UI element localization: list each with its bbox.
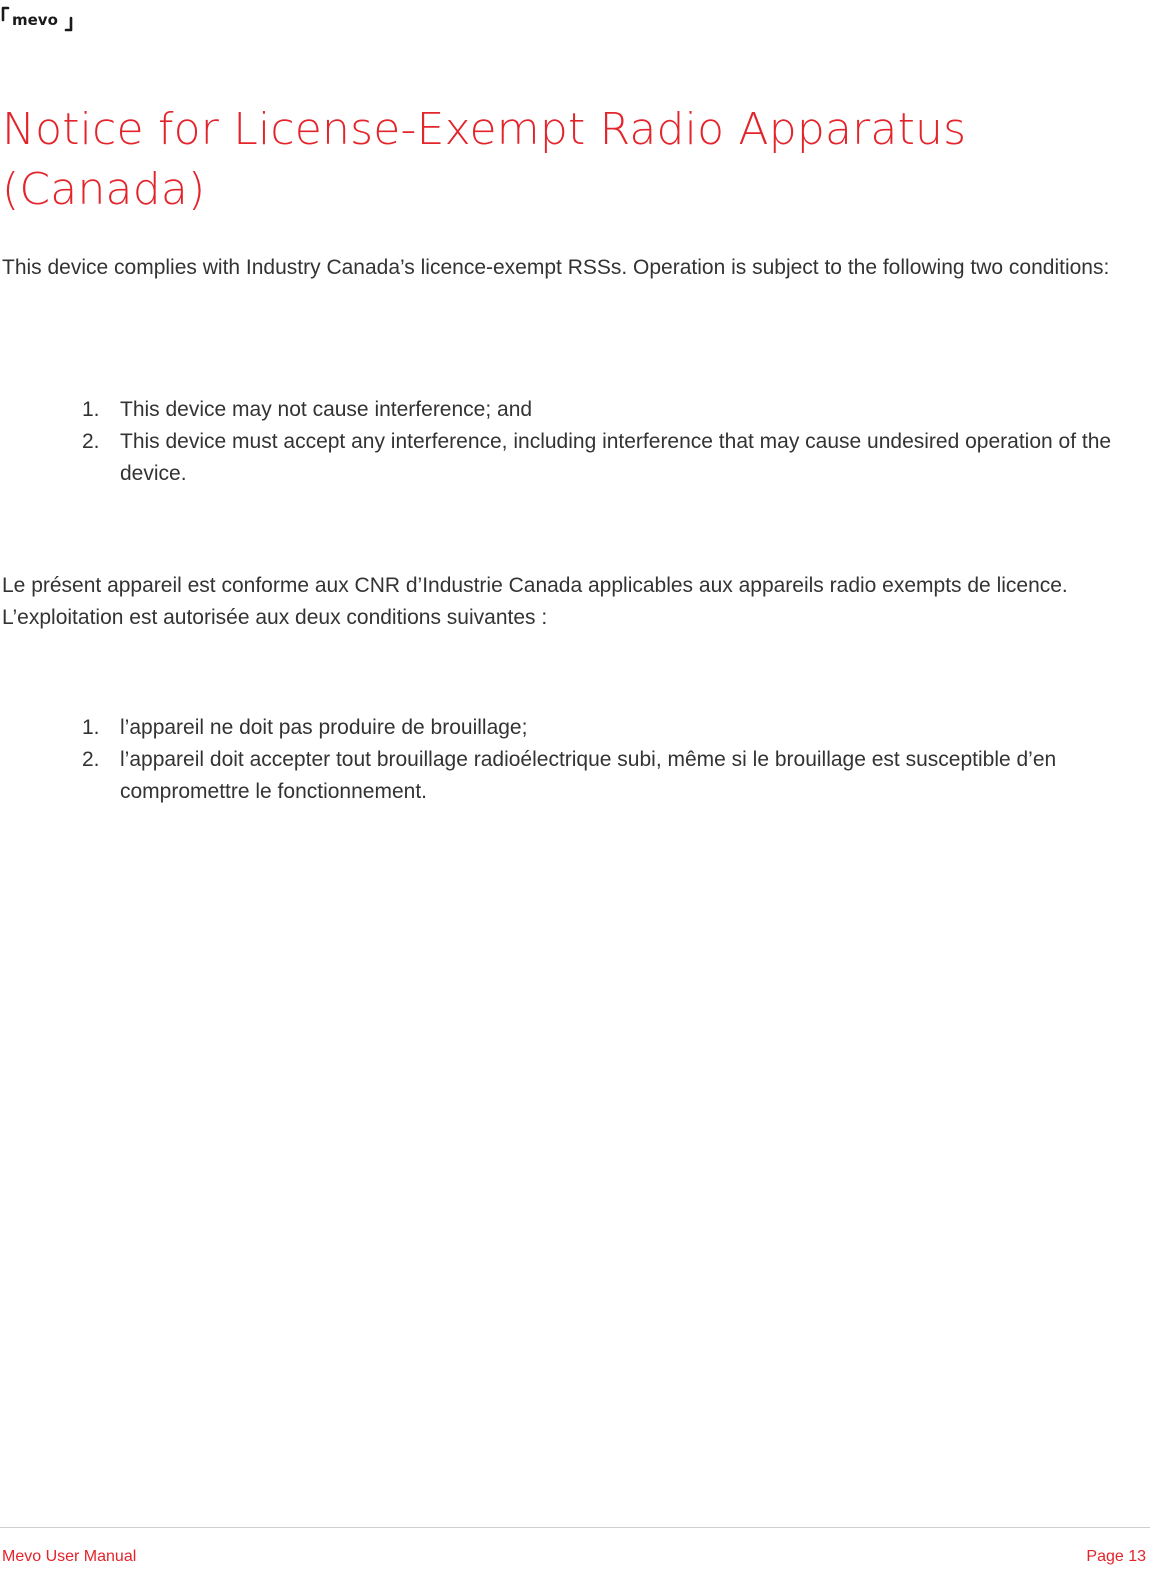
mevo-logo xyxy=(0,2,74,36)
mevo-logo-icon xyxy=(0,2,74,36)
list-item-text: l’appareil doit accepter tout brouillage radioélectrique subi, même si le brouillage est susceptible d’en compromettre le fonctionnement. xyxy=(120,748,1057,803)
list-item xyxy=(82,712,1142,744)
list-number: 2. xyxy=(82,748,100,771)
list-number: 1. xyxy=(82,398,100,421)
list-item xyxy=(82,394,1142,426)
list-item-text: This device may not cause interference; and xyxy=(120,398,533,421)
footer-page-number: Page 13 xyxy=(1086,1548,1146,1565)
list-item xyxy=(82,744,1142,808)
list-number: 1. xyxy=(82,716,100,739)
list-number: 2. xyxy=(82,430,100,453)
list-item-text: This device must accept any interference, including interference that may cause undesired operation of the device. xyxy=(120,430,1112,485)
footer-divider xyxy=(0,1527,1150,1528)
french-conditions-list xyxy=(82,712,1142,808)
english-conditions-list xyxy=(82,394,1142,490)
footer-manual-title: Mevo User Manual xyxy=(2,1548,137,1565)
list-item xyxy=(82,426,1142,490)
logo-text: mevo xyxy=(12,11,58,29)
english-intro: This device complies with Industry Canada’s licence-exempt RSSs. Operation is subject to the following two conditions: xyxy=(2,256,1110,279)
page-title: Notice for License-Exempt Radio Apparatus (Canada) xyxy=(2,104,967,215)
french-intro: Le présent appareil est conforme aux CNR d’Industrie Canada applicables aux appareils radio exempts de licence. L’exploitation est autorisée aux deux conditions suivantes : xyxy=(2,574,1068,629)
list-item-text: l’appareil ne doit pas produire de brouillage; xyxy=(120,716,528,739)
